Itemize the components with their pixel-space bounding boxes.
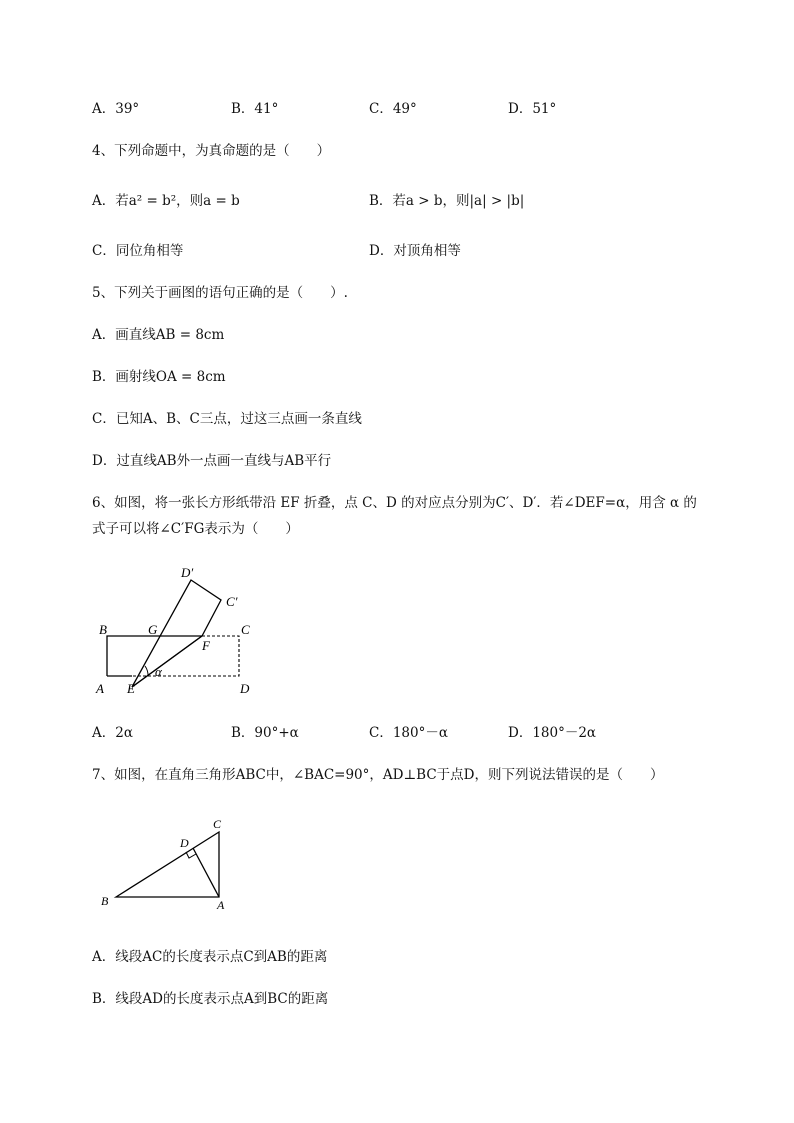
q6-option-c: C．180°－α bbox=[369, 725, 448, 741]
q6-rect-dashed bbox=[132, 636, 239, 676]
q6-label-d: D bbox=[240, 681, 250, 696]
q7-triangle bbox=[116, 832, 219, 897]
q6-option-b: B．90°+α bbox=[231, 725, 299, 741]
q3-option-b: B．41° bbox=[231, 101, 279, 117]
q6-option-a: A．2α bbox=[92, 725, 133, 741]
q3-option-a: A．39° bbox=[92, 101, 140, 117]
q3-option-c: C．49° bbox=[369, 101, 417, 117]
q7-right-angle-mark bbox=[186, 852, 196, 858]
q6-angle-arc bbox=[145, 666, 148, 676]
q4-option-d: D．对顶角相等 bbox=[369, 243, 461, 259]
q3-option-d: D．51° bbox=[508, 101, 557, 117]
q7-option-b: B．线段AD的长度表示点A到BC的距离 bbox=[92, 991, 329, 1007]
q6-label-cprime: C′ bbox=[226, 594, 238, 609]
q6-label-g: G bbox=[148, 622, 158, 637]
q6-label-e: E bbox=[127, 681, 135, 696]
q7-option-a: A．线段AC的长度表示点C到AB的距离 bbox=[92, 949, 328, 965]
q4-option-c: C．同位角相等 bbox=[92, 243, 184, 259]
q6-label-c: C bbox=[241, 622, 250, 637]
q4-stem: 4、下列命题中，为真命题的是（ ） bbox=[92, 143, 331, 159]
q4-option-b: B．若a > b，则|a| > |b| bbox=[369, 193, 525, 209]
q6-label-f: F bbox=[202, 638, 210, 653]
q6-fold-figure bbox=[90, 560, 270, 700]
q6-label-dprime: D′ bbox=[181, 565, 194, 580]
q7-label-b: B bbox=[101, 894, 109, 908]
q5-option-d: D．过直线AB外一点画一直线与AB平行 bbox=[92, 453, 332, 469]
q6-stem-line2: 式子可以将∠C′FG表示为（ ） bbox=[92, 521, 299, 537]
q6-folded-strip bbox=[132, 580, 221, 687]
q7-altitude-ad bbox=[193, 848, 219, 897]
q7-stem: 7、如图，在直角三角形ABC中，∠BAC=90°，AD⊥BC于点D，则下列说法错误的是（ ） bbox=[92, 767, 664, 783]
q6-label-b: B bbox=[99, 622, 107, 637]
q7-label-c: C bbox=[213, 817, 222, 831]
q4-option-a: A．若a² = b²，则a = b bbox=[92, 193, 240, 209]
q5-option-a: A．画直线AB = 8cm bbox=[92, 327, 225, 343]
q7-label-a: A bbox=[217, 898, 225, 912]
q6-option-d: D．180°－2α bbox=[508, 725, 597, 741]
q6-label-a: A bbox=[96, 681, 104, 696]
q7-label-d: D bbox=[180, 836, 189, 850]
q5-stem: 5、下列关于画图的语句正确的是（ ）. bbox=[92, 285, 348, 301]
q6-fold-line-ef bbox=[132, 636, 202, 687]
q6-stem-line1: 6、如图，将一张长方形纸带沿 EF 折叠，点 C、D 的对应点分别为C′、D′．若∠DEF=α，用含 α 的 bbox=[92, 495, 697, 511]
q5-option-b: B．画射线OA = 8cm bbox=[92, 369, 226, 385]
q5-option-c: C．已知A、B、C三点，过这三点画一条直线 bbox=[92, 411, 362, 427]
q7-triangle-figure bbox=[95, 812, 245, 912]
q6-label-alpha: α bbox=[155, 664, 162, 679]
